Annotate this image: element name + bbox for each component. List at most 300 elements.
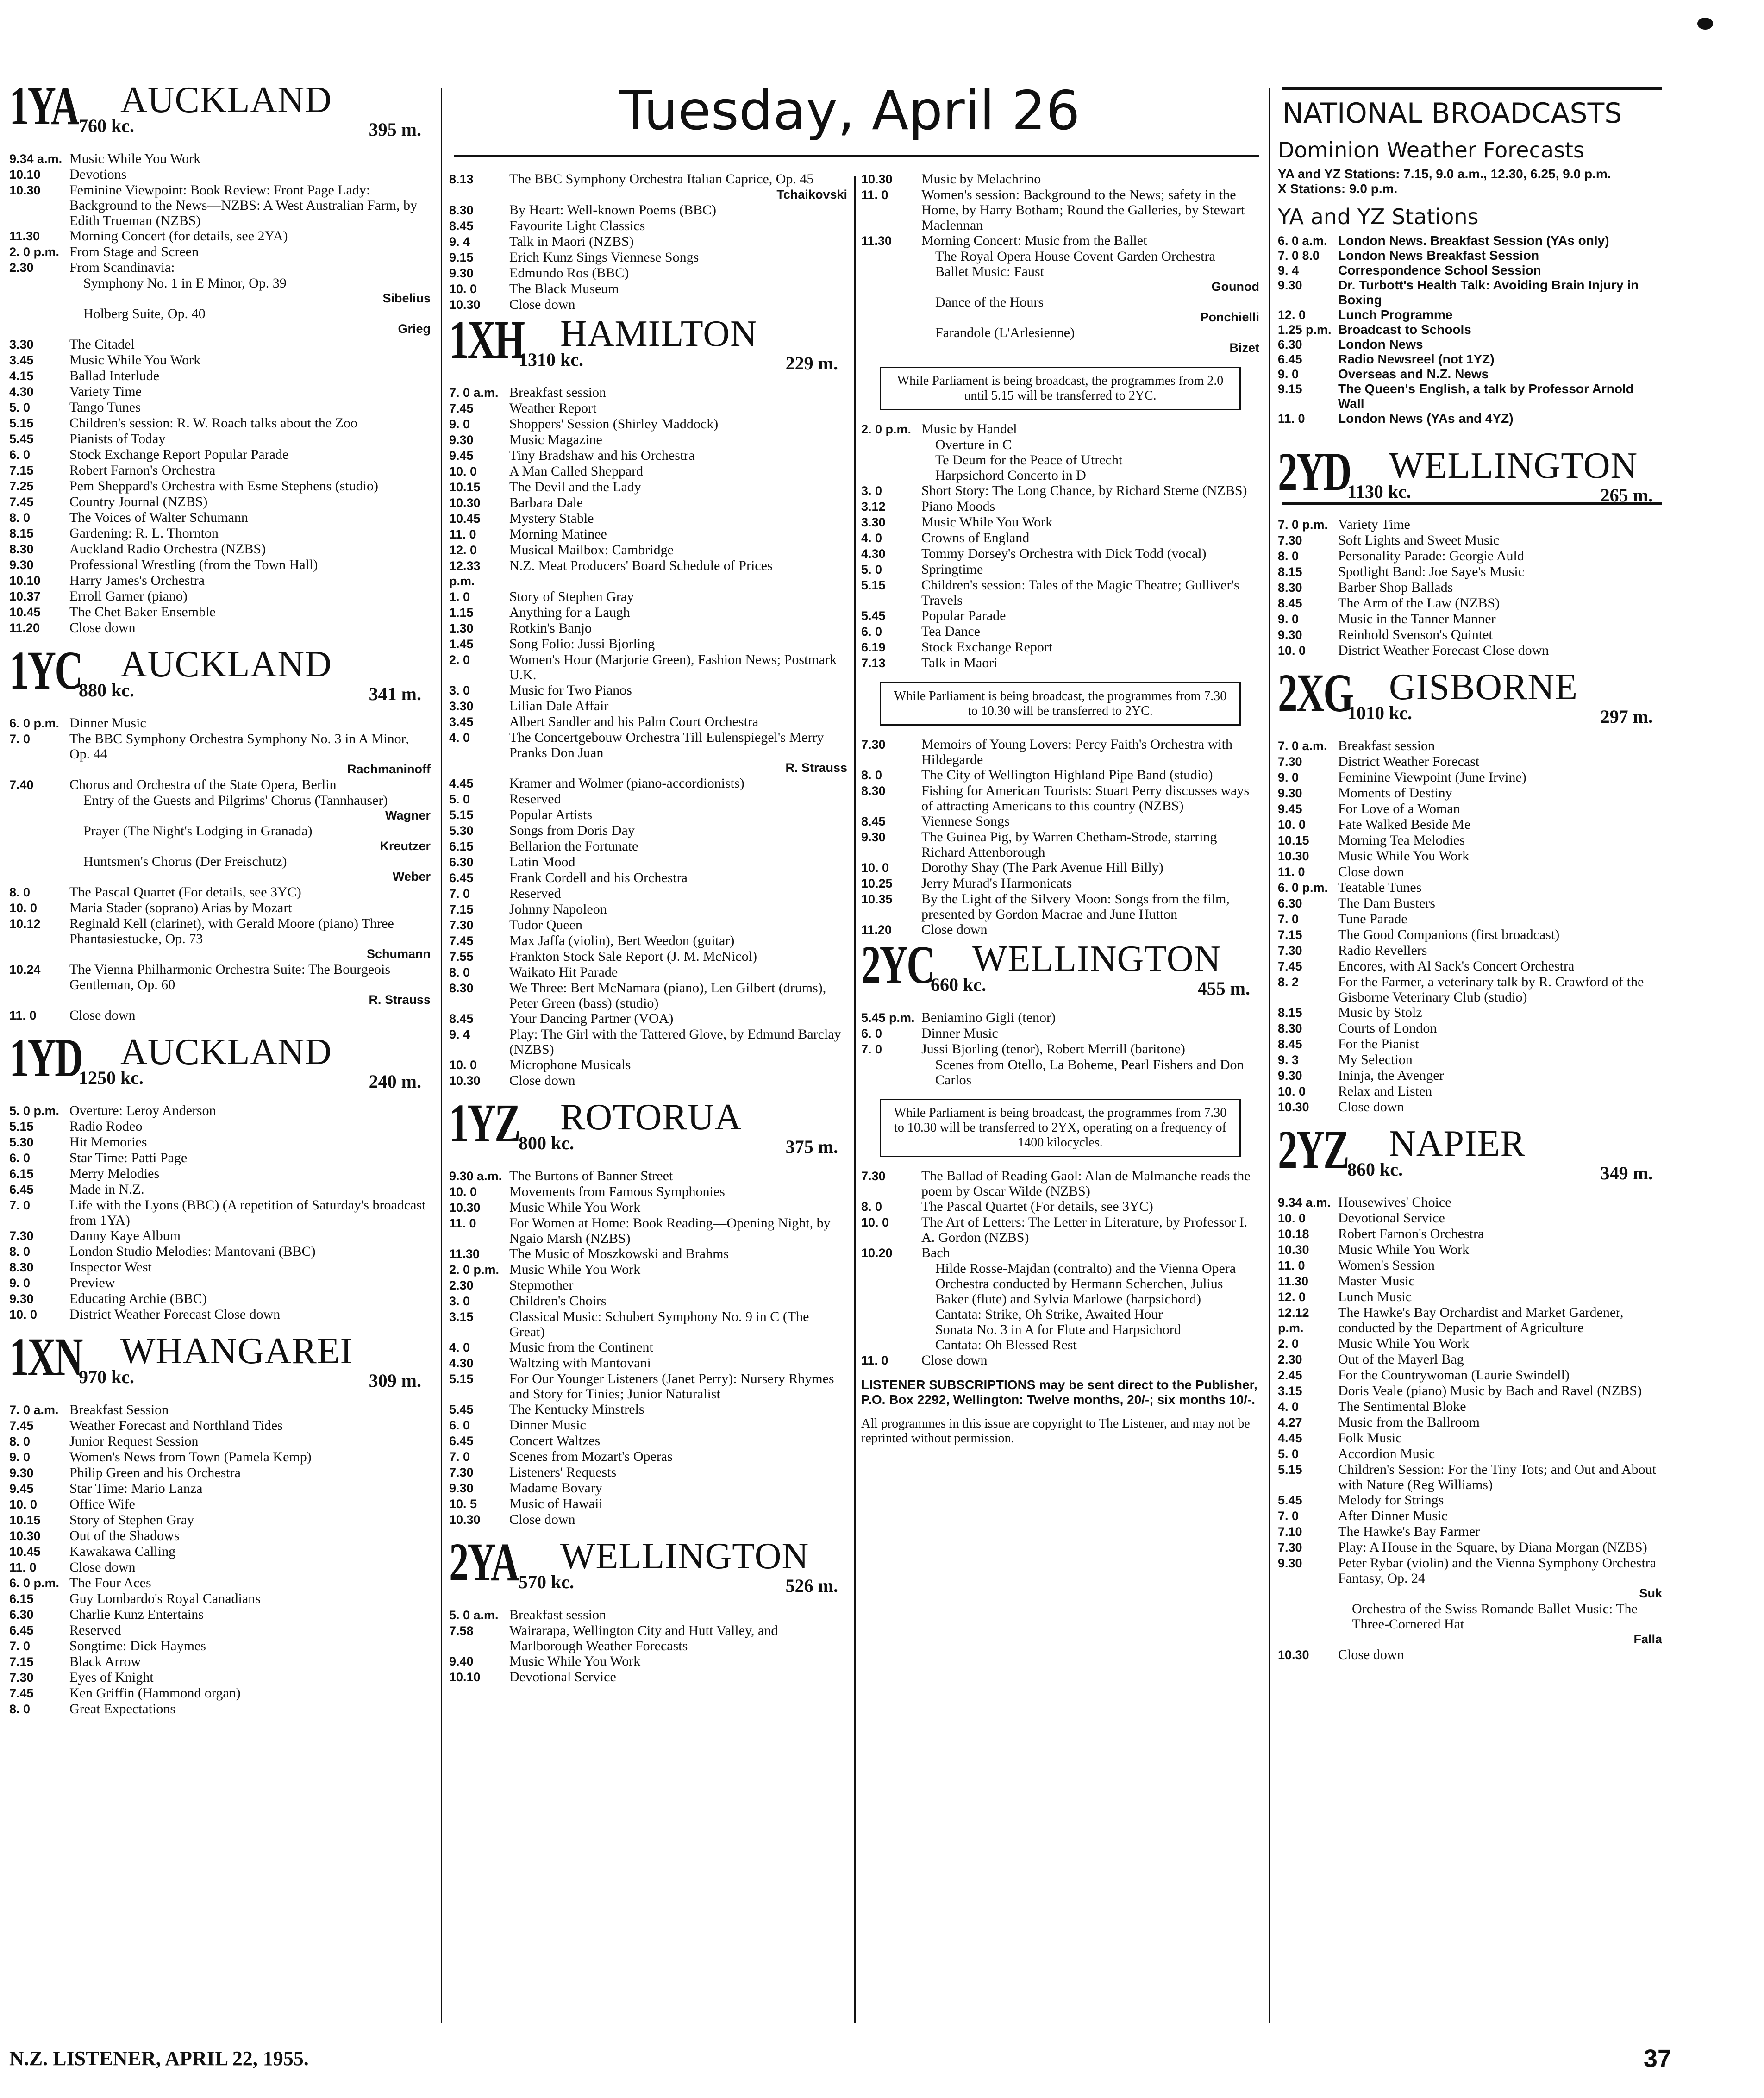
program-entry bbox=[9, 1685, 431, 1701]
program-time: 8.30 bbox=[1278, 581, 1302, 595]
program-entry bbox=[449, 886, 847, 902]
program-title: Favourite Light Classics bbox=[509, 218, 645, 233]
program-time: 10.15 bbox=[1278, 833, 1309, 847]
program-title: Close down bbox=[509, 297, 575, 312]
program-time: 3. 0 bbox=[449, 1294, 470, 1308]
program-title: Women's News from Town (Pamela Kemp) bbox=[69, 1449, 312, 1465]
program-time: 6.15 bbox=[9, 1167, 34, 1181]
program-row bbox=[9, 1008, 431, 1023]
program-row bbox=[861, 187, 1259, 233]
program-title: Teatable Tunes bbox=[1338, 880, 1422, 895]
program-entry bbox=[9, 1512, 431, 1528]
program-row bbox=[861, 737, 1259, 767]
program-time: 3. 0 bbox=[861, 484, 882, 498]
program-title: Charlie Kunz Entertains bbox=[69, 1607, 204, 1622]
program-row bbox=[449, 250, 847, 265]
program-title: Master Music bbox=[1338, 1273, 1415, 1289]
program-row bbox=[9, 962, 431, 992]
program-time: 9. 0 bbox=[1278, 770, 1299, 784]
program-entry bbox=[9, 167, 431, 182]
program-row bbox=[1278, 1336, 1662, 1352]
program-entry bbox=[861, 876, 1259, 891]
program-entry bbox=[9, 463, 431, 478]
program-entry bbox=[449, 1496, 847, 1512]
program-row bbox=[861, 1307, 1259, 1322]
program-title: Reinhold Svenson's Quintet bbox=[1338, 627, 1493, 642]
program-time: 3.30 bbox=[449, 699, 474, 713]
program-title: Music While You Work bbox=[69, 151, 201, 166]
program-time: 5. 0 bbox=[1278, 1447, 1299, 1461]
program-entry bbox=[9, 182, 431, 228]
program-time: 8. 0 bbox=[861, 768, 882, 782]
program-row bbox=[449, 448, 847, 463]
program-time: 10. 0 bbox=[9, 1497, 38, 1511]
program-title: Out of the Mayerl Bag bbox=[1338, 1352, 1464, 1367]
program-title: Close down bbox=[1338, 1099, 1404, 1115]
program-entry bbox=[449, 949, 847, 964]
program-title: Orchestra of the Swiss Romande Ballet Music: The Three-Cornered Hat bbox=[1352, 1601, 1638, 1632]
program-entry bbox=[9, 1544, 431, 1559]
composer: Bizet bbox=[1229, 341, 1259, 355]
program-row bbox=[9, 1259, 431, 1275]
program-time: 10.18 bbox=[1278, 1227, 1309, 1241]
program-time: 4.30 bbox=[861, 547, 886, 561]
program-title: The Voices of Walter Schumann bbox=[69, 510, 248, 525]
composer: Suk bbox=[1639, 1586, 1662, 1600]
program-row bbox=[1278, 1195, 1662, 1210]
program-row bbox=[9, 1481, 431, 1497]
program-time: 8.15 bbox=[1278, 565, 1302, 579]
station-2xg bbox=[1278, 663, 1662, 1115]
program-row bbox=[1278, 817, 1662, 833]
program-time: 5.15 bbox=[449, 1372, 474, 1386]
program-row bbox=[449, 776, 847, 791]
program-entry bbox=[449, 620, 847, 636]
program-row bbox=[449, 479, 847, 495]
program-time: 11. 0 bbox=[861, 188, 888, 202]
station-1xn bbox=[9, 1327, 431, 1717]
program-title: Tommy Dorsey's Orchestra with Dick Todd (vocal) bbox=[921, 546, 1207, 561]
program-title: Melody for Strings bbox=[1338, 1492, 1444, 1508]
program-entry bbox=[449, 964, 847, 980]
program-time: 6.30 bbox=[449, 855, 474, 869]
program-time: 11.30 bbox=[1278, 1274, 1309, 1288]
program-time: 7. 0 a.m. bbox=[9, 1403, 59, 1417]
program-entry bbox=[9, 1307, 431, 1322]
program-row bbox=[9, 510, 431, 526]
program-entry bbox=[1278, 911, 1662, 927]
program-time: 10. 0 bbox=[1278, 1084, 1306, 1098]
station-name: NAPIER bbox=[1389, 1123, 1526, 1164]
program-entry bbox=[449, 1278, 847, 1293]
program-time: 6.45 bbox=[449, 871, 474, 885]
composer: Gounod bbox=[1211, 280, 1259, 294]
national-entry bbox=[1278, 411, 1662, 426]
program-row bbox=[9, 260, 431, 276]
program-row bbox=[449, 1607, 847, 1623]
program-time: 6. 0 bbox=[861, 625, 882, 639]
program-entry bbox=[9, 916, 431, 962]
program-time: 8.45 bbox=[1278, 1037, 1302, 1051]
program-entry bbox=[449, 1449, 847, 1465]
program-row bbox=[9, 478, 431, 494]
program-row bbox=[9, 589, 431, 604]
program-entry bbox=[9, 1119, 431, 1134]
program-row bbox=[9, 1591, 431, 1607]
program-time: 5.45 bbox=[449, 1403, 474, 1416]
program-title: A Man Called Sheppard bbox=[509, 463, 644, 479]
program-row bbox=[9, 276, 431, 291]
station-callsign: 2YA bbox=[449, 1532, 518, 1592]
program-title: Women's Session bbox=[1338, 1258, 1435, 1273]
program-time: 10.35 bbox=[861, 892, 893, 906]
program-title: Star Time: Patti Page bbox=[69, 1150, 188, 1165]
column-divider bbox=[854, 176, 856, 2023]
program-entry bbox=[449, 265, 847, 281]
program-entry bbox=[449, 1011, 847, 1027]
program-entry bbox=[1278, 896, 1662, 911]
program-title: The Music of Moszkowski and Brahms bbox=[509, 1246, 729, 1261]
program-title: The BBC Symphony Orchestra Italian Caprice, Op. 45 bbox=[509, 171, 814, 187]
program-time: 10. 0 bbox=[449, 282, 477, 296]
program-entry bbox=[449, 1433, 847, 1449]
program-entry bbox=[9, 447, 431, 463]
composer: Wagner bbox=[385, 808, 431, 822]
program-title: The Hawke's Bay Orchardist and Market Gardener, conducted by the Department of Agriculture bbox=[1338, 1305, 1624, 1335]
program-title: Devotional Service bbox=[1338, 1210, 1445, 1226]
program-time: 6.19 bbox=[861, 640, 886, 654]
program-row bbox=[861, 1010, 1259, 1026]
program-row bbox=[1278, 1083, 1662, 1099]
program-title: District Weather Forecast bbox=[1338, 754, 1480, 769]
program-entry bbox=[1278, 770, 1662, 785]
program-time: 2.45 bbox=[1278, 1368, 1302, 1382]
program-title: The Good Companions (first broadcast) bbox=[1338, 927, 1560, 942]
program-time: 12.33 p.m. bbox=[449, 559, 481, 588]
program-entry bbox=[9, 1638, 431, 1654]
station-wavelength: 455 m. bbox=[1197, 978, 1250, 999]
program-time: 7.30 bbox=[861, 1169, 886, 1183]
program-entry bbox=[1278, 1242, 1662, 1258]
parliament-notice: While Parliament is being broadcast, the programmes from 7.30 to 10.30 will be transferred to 2YC. bbox=[880, 682, 1241, 726]
program-entry bbox=[449, 636, 847, 652]
program-title: For Love of a Woman bbox=[1338, 801, 1460, 816]
program-row bbox=[9, 1670, 431, 1685]
program-row bbox=[449, 1027, 847, 1057]
program-entry bbox=[9, 1654, 431, 1670]
program-row bbox=[861, 1322, 1259, 1337]
program-title: Holberg Suite, Op. 40 bbox=[83, 306, 206, 321]
copyright-note: All programmes in this issue are copyright to The Listener, and may not be reprinted without permission. bbox=[861, 1416, 1250, 1446]
program-row bbox=[449, 234, 847, 250]
program-entry bbox=[1278, 1399, 1662, 1415]
program-title: London News (YAs and 4YZ) bbox=[1338, 411, 1514, 426]
program-time: 10.30 bbox=[449, 1513, 481, 1527]
program-entry bbox=[9, 1465, 431, 1481]
program-time: 10.45 bbox=[9, 605, 41, 619]
program-row bbox=[1278, 1099, 1662, 1115]
program-entry bbox=[9, 557, 431, 573]
program-entry bbox=[449, 807, 847, 823]
station-frequency: 760 kc. bbox=[79, 115, 134, 136]
program-time: 2. 0 p.m. bbox=[861, 422, 912, 436]
program-row bbox=[1278, 801, 1662, 817]
program-entry bbox=[9, 400, 431, 415]
program-entry bbox=[9, 1418, 431, 1434]
national-entry bbox=[1278, 337, 1662, 352]
program-row bbox=[1278, 927, 1662, 943]
program-row bbox=[449, 385, 847, 401]
program-row bbox=[1278, 1555, 1662, 1586]
program-entry bbox=[1278, 754, 1662, 770]
program-time: 9.45 bbox=[449, 449, 474, 463]
station-frequency: 1130 kc. bbox=[1347, 481, 1411, 502]
program-row bbox=[9, 900, 431, 916]
program-time: 10. 0 bbox=[449, 1185, 477, 1199]
program-time: 9.40 bbox=[449, 1654, 474, 1668]
program-title: Tudor Queen bbox=[509, 917, 583, 933]
program-row bbox=[9, 1607, 431, 1622]
program-title: Stepmother bbox=[509, 1278, 574, 1293]
program-entry bbox=[861, 468, 1259, 483]
program-time: 3. 0 bbox=[449, 683, 470, 697]
program-entry bbox=[1278, 1492, 1662, 1508]
program-row bbox=[9, 368, 431, 384]
program-row bbox=[861, 468, 1259, 483]
program-entry bbox=[449, 698, 847, 714]
program-title: For the Farmer, a veterinary talk by R. Crawford of the Gisborne Veterinary Club (studio) bbox=[1338, 974, 1644, 1005]
program-row bbox=[861, 829, 1259, 860]
program-row bbox=[861, 1261, 1259, 1307]
program-entry bbox=[449, 776, 847, 791]
national-entry bbox=[1278, 248, 1662, 263]
program-entry bbox=[1278, 532, 1662, 548]
program-title: Overture in C bbox=[935, 437, 1012, 452]
program-time: 8. 0 bbox=[449, 965, 470, 979]
program-row bbox=[9, 1575, 431, 1591]
program-title: Feminine Viewpoint (June Irvine) bbox=[1338, 770, 1526, 785]
program-entry bbox=[861, 530, 1259, 546]
station-name: WELLINGTON bbox=[1389, 445, 1638, 486]
program-entry bbox=[861, 1026, 1259, 1041]
program-title: The Chet Baker Ensemble bbox=[69, 604, 216, 620]
program-entry bbox=[1278, 564, 1662, 580]
program-entry bbox=[861, 1168, 1259, 1199]
program-title: Huntsmen's Chorus (Der Freischutz) bbox=[83, 854, 287, 869]
program-entry bbox=[1278, 817, 1662, 833]
program-entry bbox=[1278, 1005, 1662, 1021]
program-time: 9.45 bbox=[1278, 802, 1302, 816]
program-title: Musical Mailbox: Cambridge bbox=[509, 542, 674, 557]
program-title: Tango Tunes bbox=[69, 400, 141, 415]
program-time: 5.45 bbox=[1278, 1493, 1302, 1507]
program-row bbox=[9, 431, 431, 447]
program-row bbox=[1278, 1273, 1662, 1289]
program-time: 1.25 p.m. bbox=[1278, 323, 1332, 337]
program-row bbox=[861, 514, 1259, 530]
program-title: Close down bbox=[1338, 864, 1404, 879]
program-time: 6. 0 p.m. bbox=[1278, 881, 1328, 895]
program-time: 6.30 bbox=[1278, 896, 1302, 910]
program-row bbox=[9, 777, 431, 793]
composer: R. Strauss bbox=[369, 993, 431, 1007]
program-title: Popular Parade bbox=[921, 608, 1006, 623]
station-callsign: 1YC bbox=[9, 640, 82, 701]
program-title: Preview bbox=[69, 1275, 115, 1290]
program-entry bbox=[449, 1027, 847, 1057]
program-title: Soft Lights and Sweet Music bbox=[1338, 532, 1500, 548]
program-row bbox=[1278, 943, 1662, 958]
program-time: 9.30 bbox=[9, 1292, 34, 1306]
program-time: 3.45 bbox=[449, 715, 474, 729]
program-entry bbox=[9, 228, 431, 244]
composer: Grieg bbox=[398, 322, 431, 336]
program-title: Morning Tea Melodies bbox=[1338, 833, 1465, 848]
program-row bbox=[449, 839, 847, 854]
program-time: 10.25 bbox=[861, 877, 893, 890]
station-header bbox=[861, 934, 1259, 1007]
column-divider bbox=[441, 88, 442, 2023]
program-entry bbox=[449, 1607, 847, 1623]
program-time: 5.30 bbox=[449, 824, 474, 838]
program-title: Talk in Maori (NZBS) bbox=[509, 234, 634, 249]
program-title: The Royal Opera House Covent Garden Orchestra bbox=[935, 249, 1215, 264]
program-row bbox=[9, 167, 431, 182]
program-title: Radio Rodeo bbox=[69, 1119, 143, 1134]
program-title: The Burtons of Banner Street bbox=[509, 1168, 673, 1184]
program-time: 9.30 bbox=[9, 1466, 34, 1480]
program-entry bbox=[9, 431, 431, 447]
program-time: 9.15 bbox=[1278, 382, 1302, 396]
program-row bbox=[1278, 785, 1662, 801]
program-row bbox=[1278, 770, 1662, 785]
program-entry bbox=[449, 1293, 847, 1309]
program-title: Peter Rybar (violin) and the Vienna Symphony Orchestra Fantasy, Op. 24 bbox=[1338, 1555, 1657, 1586]
title-underline bbox=[454, 155, 1259, 157]
program-row bbox=[449, 1623, 847, 1653]
program-title: Play: A House in the Square, by Diana Morgan (NZBS) bbox=[1338, 1540, 1647, 1555]
station-frequency: 1310 kc. bbox=[519, 349, 583, 370]
program-entry bbox=[9, 1528, 431, 1544]
program-time: 7. 0 a.m. bbox=[1278, 739, 1327, 753]
composer: Rachmaninoff bbox=[347, 762, 431, 776]
program-row bbox=[449, 933, 847, 949]
program-title: Variety Time bbox=[1338, 517, 1410, 532]
program-title: My Selection bbox=[1338, 1052, 1413, 1067]
program-time: 4.45 bbox=[1278, 1431, 1302, 1445]
station-wavelength: 309 m. bbox=[369, 1370, 421, 1391]
station-header bbox=[1278, 441, 1662, 514]
program-title: Women's Hour (Marjorie Green), Fashion News; Postmark U.K. bbox=[509, 652, 837, 683]
program-entry bbox=[861, 1199, 1259, 1215]
station-wavelength: 341 m. bbox=[369, 683, 421, 704]
program-title: The Citadel bbox=[69, 337, 135, 352]
station-frequency: 860 kc. bbox=[1347, 1159, 1403, 1180]
program-title: Music While You Work bbox=[1338, 848, 1470, 864]
yayz-heading: YA and YZ Stations bbox=[1278, 204, 1479, 229]
program-time: 11. 0 bbox=[1278, 865, 1305, 879]
program-time: 10.10 bbox=[9, 168, 41, 182]
program-title: Songs from Doris Day bbox=[509, 823, 635, 838]
program-title: Ininja, the Avenger bbox=[1338, 1068, 1444, 1083]
program-title: Music by Handel bbox=[921, 421, 1017, 437]
program-row bbox=[861, 577, 1259, 608]
program-time: 8. 0 bbox=[9, 1702, 31, 1716]
program-time: 8.30 bbox=[9, 542, 34, 556]
program-title: The Pascal Quartet (For details, see 3YC) bbox=[921, 1199, 1153, 1214]
program-title: Te Deum for the Peace of Utrecht bbox=[935, 452, 1123, 468]
program-time: 11. 0 bbox=[9, 1560, 37, 1574]
program-title: By Heart: Well-known Poems (BBC) bbox=[509, 202, 716, 218]
program-row bbox=[9, 793, 431, 808]
program-title: Robert Farnon's Orchestra bbox=[1338, 1226, 1484, 1241]
program-row bbox=[449, 1653, 847, 1669]
program-title: The Arm of the Law (NZBS) bbox=[1338, 595, 1500, 611]
program-time: 9.30 a.m. bbox=[449, 1169, 502, 1183]
program-row bbox=[449, 218, 847, 234]
program-entry bbox=[1278, 1289, 1662, 1305]
program-time: 5.30 bbox=[9, 1135, 34, 1149]
program-title: London News Breakfast Session bbox=[1338, 248, 1539, 263]
program-row bbox=[1278, 1305, 1662, 1336]
program-entry bbox=[1278, 1446, 1662, 1462]
program-time: 7.45 bbox=[9, 1686, 34, 1700]
program-title: Dorothy Shay (The Park Avenue Hill Billy) bbox=[921, 860, 1163, 875]
program-row bbox=[861, 1353, 1259, 1368]
program-title: Listeners' Requests bbox=[509, 1465, 617, 1480]
program-time: 2. 0 p.m. bbox=[449, 1263, 500, 1277]
program-time: 7.40 bbox=[9, 778, 34, 792]
program-row bbox=[861, 264, 1259, 279]
program-entry bbox=[1278, 1273, 1662, 1289]
program-entry bbox=[9, 731, 431, 777]
program-row bbox=[9, 541, 431, 557]
program-title: London News bbox=[1338, 337, 1423, 351]
program-time: 7. 0 bbox=[1278, 1509, 1299, 1523]
program-time: 4.45 bbox=[449, 777, 474, 790]
program-title: Sonata No. 3 in A for Flute and Harpsichord bbox=[935, 1322, 1181, 1337]
program-row bbox=[9, 557, 431, 573]
program-row bbox=[861, 562, 1259, 577]
program-title: Merry Melodies bbox=[69, 1166, 160, 1181]
program-title: Ballad Interlude bbox=[69, 368, 160, 383]
program-title: The Queen's English, a talk by Professor Arnold Wall bbox=[1338, 382, 1634, 411]
program-time: 7.58 bbox=[449, 1624, 474, 1638]
program-entry bbox=[1278, 1336, 1662, 1352]
program-time: 10. 0 bbox=[1278, 644, 1306, 658]
program-row bbox=[9, 823, 431, 839]
program-entry bbox=[9, 715, 431, 731]
program-row bbox=[9, 244, 431, 260]
program-title: Moments of Destiny bbox=[1338, 785, 1452, 801]
program-entry bbox=[9, 1182, 431, 1197]
program-row bbox=[449, 1433, 847, 1449]
composer: Sibelius bbox=[382, 291, 431, 305]
program-time: 8.30 bbox=[449, 981, 474, 995]
program-time: 5. 0 a.m. bbox=[449, 1608, 499, 1622]
program-title: Frank Cordell and his Orchestra bbox=[509, 870, 688, 885]
program-row bbox=[9, 494, 431, 510]
program-row bbox=[861, 876, 1259, 891]
program-row bbox=[9, 1402, 431, 1418]
program-row bbox=[861, 233, 1259, 249]
program-row bbox=[9, 1465, 431, 1481]
program-entry bbox=[449, 1073, 847, 1089]
program-row bbox=[9, 306, 431, 321]
program-title: Johnny Napoleon bbox=[509, 902, 607, 917]
program-title: Short Story: The Long Chance, by Richard Sterne (NZBS) bbox=[921, 483, 1247, 498]
program-entry bbox=[861, 737, 1259, 767]
